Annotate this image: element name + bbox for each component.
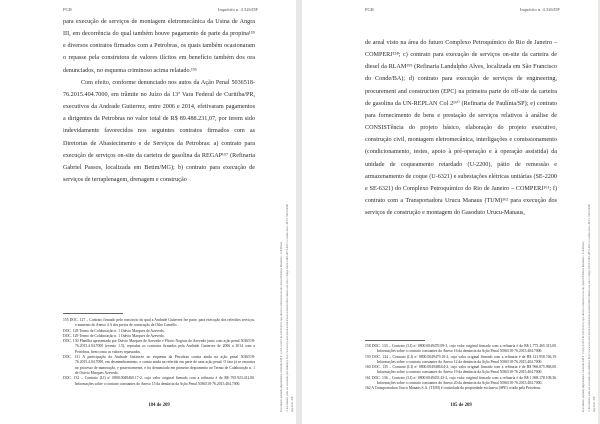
margin-note: Documento assinado digitalmente conforme MP n° 2.200-2/2001 de 24/08/2001, que institui a Infraestrutura de Chaves Públicas Brasileira - ICP-Brasil. (280, 241, 284, 412)
footnote: 160 DOC. 135 – Contrato (LI) nº 0800.0049486.04-2, cujo valor original firmado com a refinaria é de R$ 966.875.968,00. Informações sobre o contrato constantes do Anexo 19 da denúncia da Ação Penal 5036518-76.2015.404.7000. (365, 365, 557, 375)
margin-note: Documento assinado digitalmente conforme MP n° 2.200-2/2001 de 24/08/2001, que institui a Infraestrutura de Chaves Públicas Brasileira - ICP-Brasil. (582, 241, 586, 412)
footnotes (365, 344, 557, 392)
header-court: PGR (63, 7, 72, 12)
running-header (63, 7, 258, 12)
authentication-margin (274, 12, 294, 412)
paragraph: Com efeito, conforme denunciado nos autos da Ação Penal 5036518-76.2015.404.7000, em trâmite no Juízo da 13ª Vara Federal de Curitiba/PR, executivos da Andrade Gutierrez, entre 2006 e 2014, efetivaram pagamentos a dirigentes da Petrobras no valor total de R$ 89.488.231,07, por terem sido indevidamente favorecidos nos seguintes contratos firmados com as Diretorias de Abastecimento e de Serviços da Petrobras: a) contrato para execução de serviços on-site da carteira de gasolina da REGAP¹⁵⁷ (Refinaria Gabriel Passos, localizada em Betim/MG); b) contrato para execução de serviços de terraplenagem, drenagem e construção (63, 79, 255, 184)
footnote: 158 DOC. 133 – Contrato (LI) nº 0800.0049470.09-2, cujo valor original firmado com a refinaria é de R$ 1.775.465.313,00. Informações sobre o contrato constantes do Anexo 16 da denúncia da Ação Penal 5036518-76.2015.404.7000. (365, 344, 557, 354)
running-header (365, 7, 560, 12)
header-ref: Inquérito n. 4.326/DF (519, 7, 560, 12)
footnote: 161 DOC. 136 – Contrato (LI) nº 0800.0049435.43-2, cujo valor original firmado com a refinaria é de R$ 1.968.178.108,36. Informações sobre o contrato constantes do Anexo 20 da denúncia da Ação Penal 5036518-76.2015.404.7000. (365, 375, 557, 386)
header-court: PGR (365, 7, 374, 12)
page-number: 184 de 209 (148, 403, 170, 408)
footnote: DOC. 128 Termo de Colaboração n. 1 Otávio Marques de Azevedo. (63, 328, 165, 333)
footnote: 159 DOC. 134 – Contrato (LI) nº 0800.0049479.10-2, cujo valor original firmado com a refinaria é de R$ 121.958.746,19. Informações sobre o contrato constantes do Anexo 12 da denúncia da Ação Penal 5036518-76.2015.404.7000. (365, 354, 557, 364)
footnote-rule (365, 340, 425, 341)
authentication-margin (576, 12, 596, 412)
footnote: DOC. 130 Planilha apresentada por Otávio Marques de Azevedo e Flávio Nogiras de Azevedo junto com ação penal 5036518-76.2015.4.04.7000 (evento 1.5), reproduz os contratos firmados pela Andrade Gutierrez de 2006 a 2014 com a Petrobras, bem como os valores repassados. (63, 339, 255, 354)
footnote: DOC. 131 A participação da Andrade Gutierrez no esquema da Petrobras consta ainda na ação penal 5036518-76.2015.4.04.7000, em desmembramento, e consta ainda na referida em parte de uma ação penal. O fato já se encontra no processo de numeração, e posteriormente, e foi denunciado em primeiro depoimento no Termo de Colaboração n. 1 de Otávio Marques Azevedo. (63, 355, 255, 375)
margin-note: O documento pode ser acessado pelo endereço http://www.stf.jus.br/portal/autenticacao/autenticarDocumento.asp sob o código 8A06-14E9-2B72-D9C5 e senha 4A3C-8F15-71B2-0D6E (285, 203, 289, 412)
footnote: DOC. 132 – Contrato (LI) nº 0800.0049460.17-2, cujo valor original firmado com a refinaria é de R$ 765.923.412,00. Informações sobre o contrato constantes do Anexo 15 da denúncia da Ação Penal 5036518-76.2015.404.7000. (63, 376, 255, 386)
paragraph: para execução de serviços de montagem eletromecânica da Usina de Angra III, em decorrência do qual também houve pagamento de parte da propina¹⁵⁵ e diversos contratos firmados com a Petrobras, os quais também ocasionaram o repasse pela construtora de valores ilícitos em benefício também dos ora denunciados, no esquema criminoso acima relatado.¹⁵⁶ (63, 19, 255, 74)
footnote: DOC. 129 Termo de Colaboração n. 1 Otávio Marques de Azevedo. (63, 333, 165, 338)
paragraph: de areal visto na área do futuro Complexo Petroquímico do Rio de Janeiro – COMPERJ¹⁵⁸; c) contrato para execução de serviços on-site da carteira de diesel da RLAM¹⁵⁹ (Refinaria Landulpho Alves, localizada em São Francisco do Conde/BA); d) contrato para execução de serviços de engineering, procurement and construction (EPC) na primeira parte do off-site da carteira de gasolina da UN-REPLAN Col 2¹⁶⁰ (Refinaria de Paulínia/SP); e) contrato para fornecimento de bens e prestação de serviços relativos à análise de CONSISTência do projeto básico, elaboração do projeto executivo, construção civil, montagem eletromecânica, interligações e comissionamento (condicionamento, testes, apoio à pré-operação e à operação assistida) da unidade de coqueamento retardado (U-2200), pátio de remessão e armazenamento de coque (U-6321) e subestações elétricas unitárias (SE-2200 e SE-6321) do Complexo Petroquímico do Rio de Janeiro – COMPERJ¹⁶¹; f) contrato com a Transportadora Urucu Manaus (TUM)¹⁶² para execução dos serviços de construção e montagem do Gasoduto Urucu-Manaus, (365, 40, 557, 217)
footnote: 162 A Transportadora Urucu Manaus S.A. (TUM) é controlada da propriedade exclusiva (SPE) criada pela Petrobras. (365, 386, 541, 391)
page-number: 185 de 209 (450, 403, 472, 408)
footnotes (63, 318, 255, 387)
margin-note: O documento pode ser acessado pelo endereço http://www.stf.jus.br/portal/autenticacao/autenticarDocumento.asp sob o código 8A06-14E9-2B72-D9C5 e senha 4A3C-8F15-71B2-0D6E (587, 203, 591, 412)
body-text (365, 37, 557, 219)
margin-note: Inq 4326 / DF (290, 396, 294, 412)
body-text (63, 16, 255, 186)
right-page (302, 0, 598, 424)
left-page (0, 0, 296, 424)
header-ref: Inquérito n. 4.326/DF (217, 7, 258, 12)
footnote-rule (63, 313, 123, 314)
margin-note: Inq 4326 / DF (592, 396, 596, 412)
footnote: 155 DOC. 127 – Contrato firmado pelo consórcio do qual a Andrade Gutierrez fez parte, para execução dos referidos serviços, e aumento do Anexo 4 A dos pretos de construção de Otho Camello. (63, 318, 255, 328)
